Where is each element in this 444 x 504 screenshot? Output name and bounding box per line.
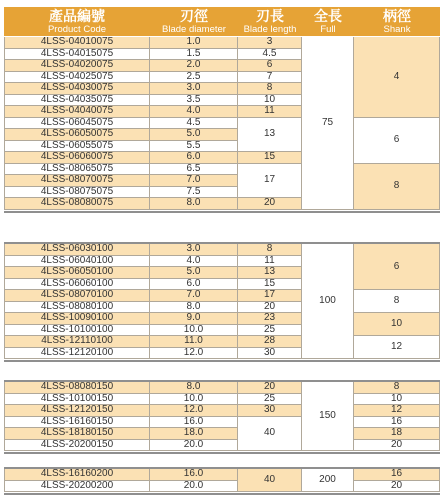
blade-length-cell: 8 xyxy=(238,244,302,256)
blade-diameter-cell: 7.0 xyxy=(150,290,238,302)
blade-length-cell: 17 xyxy=(238,164,302,199)
product-code-cell: 4LSS-08070100 xyxy=(4,290,150,302)
group-separator xyxy=(4,467,440,469)
blade-diameter-cell: 1.5 xyxy=(150,49,238,61)
product-code-cell: 4LSS-06050100 xyxy=(4,267,150,279)
product-code-cell: 4LSS-08065075 xyxy=(4,164,150,176)
blade-diameter-cell: 12.0 xyxy=(150,405,238,417)
shank-diameter-cell: 20 xyxy=(354,440,440,452)
group-separator xyxy=(4,493,440,495)
header-product-code-en: Product Code xyxy=(47,23,107,35)
blade-diameter-cell: 5.0 xyxy=(150,267,238,279)
product-code-cell: 4LSS-06055075 xyxy=(4,141,150,153)
shank-diameter-cell: 8 xyxy=(354,382,440,394)
blade-length-cell: 3 xyxy=(238,37,302,49)
blade-diameter-cell: 4.0 xyxy=(150,106,238,118)
blade-length-cell: 15 xyxy=(238,279,302,291)
header-full-length xyxy=(302,7,354,36)
shank-diameter-cell: 16 xyxy=(354,417,440,429)
blade-diameter-cell: 8.0 xyxy=(150,382,238,394)
product-code-cell: 4LSS-08080075 xyxy=(4,198,150,210)
header-full-length-zh: 全長 xyxy=(314,7,342,24)
blade-length-cell: 20 xyxy=(238,198,302,210)
product-code-cell: 4LSS-04020075 xyxy=(4,60,150,72)
product-code-cell: 4LSS-04040075 xyxy=(4,106,150,118)
product-code-cell: 4LSS-04025075 xyxy=(4,72,150,84)
blade-length-cell: 23 xyxy=(238,313,302,325)
product-code-cell: 4LSS-12120150 xyxy=(4,405,150,417)
product-code-cell: 4LSS-08070075 xyxy=(4,175,150,187)
header-blade-length-en: Blade length xyxy=(243,23,297,35)
product-code-cell: 4LSS-04010075 xyxy=(4,37,150,49)
blade-length-cell: 11 xyxy=(238,106,302,118)
blade-length-cell: 8 xyxy=(238,83,302,95)
product-code-cell: 4LSS-06060075 xyxy=(4,152,150,164)
shank-diameter-cell: 6 xyxy=(354,244,440,290)
blade-length-cell: 10 xyxy=(238,95,302,107)
full-length-cell: 100 xyxy=(302,244,354,359)
header-blade-diameter-en: Blade diameter xyxy=(162,23,226,35)
group-separator xyxy=(4,360,440,362)
blade-length-cell: 6 xyxy=(238,60,302,72)
blade-diameter-cell: 5.0 xyxy=(150,129,238,141)
blade-diameter-cell: 4.0 xyxy=(150,256,238,268)
blade-diameter-cell: 8.0 xyxy=(150,198,238,210)
blade-diameter-cell: 16.0 xyxy=(150,469,238,481)
blade-length-cell: 13 xyxy=(238,267,302,279)
full-length-cell: 75 xyxy=(302,37,354,210)
blade-length-cell: 25 xyxy=(238,394,302,406)
header-blade-length-zh: 刃長 xyxy=(256,7,284,24)
blade-length-cell: 30 xyxy=(238,348,302,360)
header-shank-zh: 柄徑 xyxy=(383,7,411,24)
shank-diameter-cell: 6 xyxy=(354,118,440,164)
blade-diameter-cell: 11.0 xyxy=(150,336,238,348)
blade-diameter-cell: 5.5 xyxy=(150,141,238,153)
blade-diameter-cell: 7.5 xyxy=(150,187,238,199)
blade-diameter-cell: 6.0 xyxy=(150,279,238,291)
blade-diameter-cell: 12.0 xyxy=(150,348,238,360)
header-blade-diameter xyxy=(150,7,238,36)
blade-length-cell: 40 xyxy=(238,417,302,452)
blade-diameter-cell: 10.0 xyxy=(150,394,238,406)
header-product-code xyxy=(4,7,150,36)
header-shank-en: Shank xyxy=(383,23,411,35)
shank-diameter-cell: 4 xyxy=(354,37,440,118)
product-code-cell: 4LSS-16160200 xyxy=(4,469,150,481)
product-code-cell: 4LSS-10090100 xyxy=(4,313,150,325)
product-code-cell: 4LSS-06045075 xyxy=(4,118,150,130)
blade-diameter-cell: 6.5 xyxy=(150,164,238,176)
product-code-cell: 4LSS-08075075 xyxy=(4,187,150,199)
blade-diameter-cell: 2.0 xyxy=(150,60,238,72)
product-code-cell: 4LSS-20200200 xyxy=(4,481,150,493)
blade-diameter-cell: 3.5 xyxy=(150,95,238,107)
blade-length-cell: 28 xyxy=(238,336,302,348)
group-separator xyxy=(4,211,440,213)
header-blade-length xyxy=(238,7,302,36)
product-code-cell: 4LSS-10100100 xyxy=(4,325,150,337)
product-code-cell: 4LSS-16160150 xyxy=(4,417,150,429)
blade-length-cell: 40 xyxy=(238,469,302,492)
product-code-cell: 4LSS-06030100 xyxy=(4,244,150,256)
blade-diameter-cell: 3.0 xyxy=(150,83,238,95)
blade-diameter-cell: 10.0 xyxy=(150,325,238,337)
blade-diameter-cell: 16.0 xyxy=(150,417,238,429)
full-length-cell: 150 xyxy=(302,382,354,451)
product-code-cell: 4LSS-12110100 xyxy=(4,336,150,348)
header-product-code-zh: 產品編號 xyxy=(49,7,105,24)
blade-diameter-cell: 20.0 xyxy=(150,440,238,452)
blade-diameter-cell: 8.0 xyxy=(150,302,238,314)
product-code-cell: 4LSS-18180150 xyxy=(4,428,150,440)
shank-diameter-cell: 12 xyxy=(354,336,440,359)
blade-diameter-cell: 3.0 xyxy=(150,244,238,256)
shank-diameter-cell: 16 xyxy=(354,469,440,481)
product-code-cell: 4LSS-08080150 xyxy=(4,382,150,394)
blade-diameter-cell: 1.0 xyxy=(150,37,238,49)
blade-diameter-cell: 18.0 xyxy=(150,428,238,440)
product-code-cell: 4LSS-10100150 xyxy=(4,394,150,406)
product-code-cell: 4LSS-08080100 xyxy=(4,302,150,314)
blade-length-cell: 20 xyxy=(238,382,302,394)
shank-diameter-cell: 8 xyxy=(354,290,440,313)
blade-length-cell: 11 xyxy=(238,256,302,268)
shank-diameter-cell: 20 xyxy=(354,481,440,493)
shank-diameter-cell: 10 xyxy=(354,394,440,406)
blade-diameter-cell: 7.0 xyxy=(150,175,238,187)
product-code-cell: 4LSS-04035075 xyxy=(4,95,150,107)
blade-length-cell: 4.5 xyxy=(238,49,302,61)
header-blade-diameter-zh: 刃徑 xyxy=(180,7,208,24)
group-separator xyxy=(4,242,440,244)
shank-diameter-cell: 8 xyxy=(354,164,440,210)
blade-length-cell: 25 xyxy=(238,325,302,337)
full-length-cell: 200 xyxy=(302,469,354,492)
shank-diameter-cell: 10 xyxy=(354,313,440,336)
blade-length-cell: 7 xyxy=(238,72,302,84)
blade-diameter-cell: 9.0 xyxy=(150,313,238,325)
product-code-cell: 4LSS-06060100 xyxy=(4,279,150,291)
shank-diameter-cell: 12 xyxy=(354,405,440,417)
blade-diameter-cell: 6.0 xyxy=(150,152,238,164)
header-full-length-en: Full xyxy=(320,23,336,35)
blade-diameter-cell: 20.0 xyxy=(150,481,238,493)
shank-diameter-cell: 18 xyxy=(354,428,440,440)
product-code-cell: 4LSS-06050075 xyxy=(4,129,150,141)
blade-length-cell: 30 xyxy=(238,405,302,417)
product-code-cell: 4LSS-04030075 xyxy=(4,83,150,95)
blade-length-cell: 20 xyxy=(238,302,302,314)
blade-length-cell: 17 xyxy=(238,290,302,302)
blade-length-cell: 15 xyxy=(238,152,302,164)
header-shank xyxy=(354,7,440,36)
group-separator xyxy=(4,380,440,382)
blade-diameter-cell: 2.5 xyxy=(150,72,238,84)
product-code-cell: 4LSS-20200150 xyxy=(4,440,150,452)
product-code-cell: 4LSS-04015075 xyxy=(4,49,150,61)
group-separator xyxy=(4,452,440,454)
product-code-cell: 4LSS-06040100 xyxy=(4,256,150,268)
product-code-cell: 4LSS-12120100 xyxy=(4,348,150,360)
blade-diameter-cell: 4.5 xyxy=(150,118,238,130)
blade-length-cell: 13 xyxy=(238,118,302,153)
